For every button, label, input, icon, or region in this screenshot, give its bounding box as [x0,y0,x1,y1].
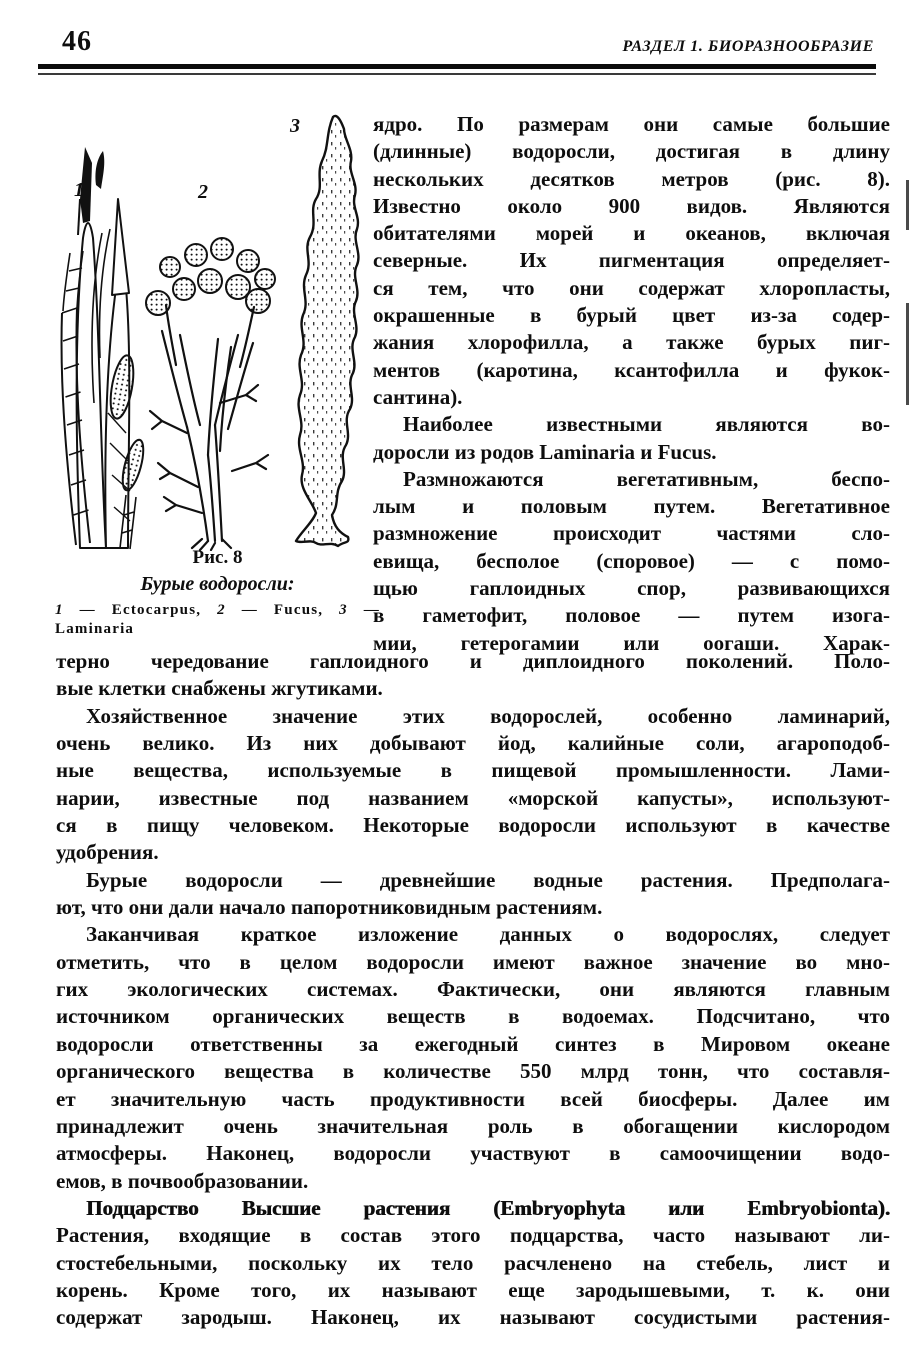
text-line: Подцарство Высшие растения (Embryophyta или Embryobionta). [86,1195,890,1220]
header-rule-thin [38,73,876,75]
legend-part: 2 [217,602,226,618]
figure-caption-legend-line2: Laminaria [55,621,135,637]
legend-part: — Ectocarpus, [63,602,218,618]
running-header: РАЗДЕЛ 1. БИОРАЗНООБРАЗИЕ [622,38,874,55]
text-line: водоросли ответственны за ежегодный синтез в Мировом океане [56,1031,890,1056]
figure-label-3: 3 [290,115,300,137]
text-line: Хозяйственное значение этих водорослей, особенно ламинарий, [86,703,890,728]
text-line: Наиболее известными являются во- [403,412,890,437]
figure-label-2: 2 [198,181,208,203]
text-line: обитателями морей и океанов, включая [373,221,890,246]
text-line: евища, бесполое (споровое) — с помо- [373,548,890,573]
text-line: органического вещества в количестве 550 млрд тонн, что составля- [56,1059,890,1084]
page-number: 46 [62,26,92,57]
legend-part: — [347,602,380,618]
text-line: содержат зародыш. Наконец, их называют сосудистыми растения- [56,1305,890,1330]
legend-part: 3 [339,602,348,618]
text-line: ся тем, что они содержат хлоропласты, [373,275,890,300]
figure-brown-algae [50,103,372,551]
text-line: гих экологических системах. Фактически, они являются главным [56,977,890,1002]
text-line: сантина). [373,384,463,409]
text-line: стостебельными, поскольку их тело расчленено на стебель, лист и [56,1250,890,1275]
ectocarpus-drawing [62,147,148,549]
text-line: (длинные) водоросли, достигая в длину [373,139,890,164]
text-line: северные. Их пигментация определяет- [373,248,890,273]
fucus-drawing [146,238,275,550]
legend-part: — Fucus, [225,602,340,618]
scan-edge-artifact [906,180,909,230]
text-line: щью гаплоидных спор, развивающихся [373,576,890,601]
text-line: емов, в почвообразовании. [56,1168,309,1193]
laminaria-drawing [296,116,358,546]
text-line: нарии, известные под названием «морской капусты», используют- [56,785,890,810]
text-line: Известно около 900 видов. Являются [373,193,890,218]
text-line: Размножаются вегетативным, беспо- [403,466,890,491]
text-line: ет значительную часть продуктивности всей биосферы. Далее им [56,1086,890,1111]
algae-drawing [50,103,372,551]
text-line: мии, гетерогамии или оогаши. Харак- [373,630,890,655]
right-column-text [373,111,890,657]
text-line: нескольких десятков метров (рис. 8). [373,166,890,191]
text-line: жания хлорофилла, а также бурых пиг- [373,330,890,355]
text-line: корень. Кроме того, их называют еще зародышевыми, т. к. они [56,1277,890,1302]
header-rule-thick [38,64,876,69]
text-line: удобрения. [56,840,159,865]
figure-caption-number: Рис. 8 [192,547,243,568]
text-line: Заканчивая краткое изложение данных о водорослях, следует [86,922,890,947]
text-line: атмосферы. Наконец, водоросли участвуют в самоочищении водо- [56,1141,890,1166]
scan-edge-artifact [906,303,909,405]
text-line: ные вещества, используемые в пищевой промышленности. Лами- [56,758,890,783]
text-line: источником органических веществ в водоемах. Подсчитано, что [56,1004,890,1029]
text-line: Растения, входящие в состав этого подцарства, часто называют ли- [56,1223,890,1248]
legend-part: 1 [55,602,64,618]
figure-caption-title: Бурые водоросли: [140,573,295,595]
text-line: ментов (каротина, ксантофилла и фукок- [373,357,890,382]
text-line: размножение происходит частями сло- [373,521,890,546]
text-line: ся в пищу человеком. Некоторые водоросли используют в качестве [56,813,890,838]
text-line: лым и половым путем. Вегетативное [373,494,890,519]
text-line: доросли из родов Laminaria и Fucus. [373,439,717,464]
text-line: ют, что они дали начало папоротниковидным растениям. [56,895,603,920]
text-line: очень велико. Из них добывают йод, калийные соли, агароподоб- [56,731,890,756]
figure-caption-legend [55,602,380,619]
text-line: терно чередование гаплоидного и диплоидного поколений. Поло- [56,649,890,673]
full-width-text [56,648,890,1332]
text-line: отметить, что в целом водоросли имеют важное значение во мно- [56,949,890,974]
figure-label-1: 1 [74,179,84,201]
text-line: окрашенные в бурый цвет из-за содер- [373,303,890,328]
text-line: Бурые водоросли — древнейшие водные растения. Предполага- [86,867,890,892]
text-line: принадлежит очень значительная роль в обогащении кислородом [56,1113,890,1138]
figure-caption [55,547,380,638]
text-line: ядро. По размерам они самые большие [373,112,890,136]
text-line: в гаметофит, половое — путем изога- [373,603,890,628]
text-line: вые клетки снабжены жгутиками. [56,676,383,701]
